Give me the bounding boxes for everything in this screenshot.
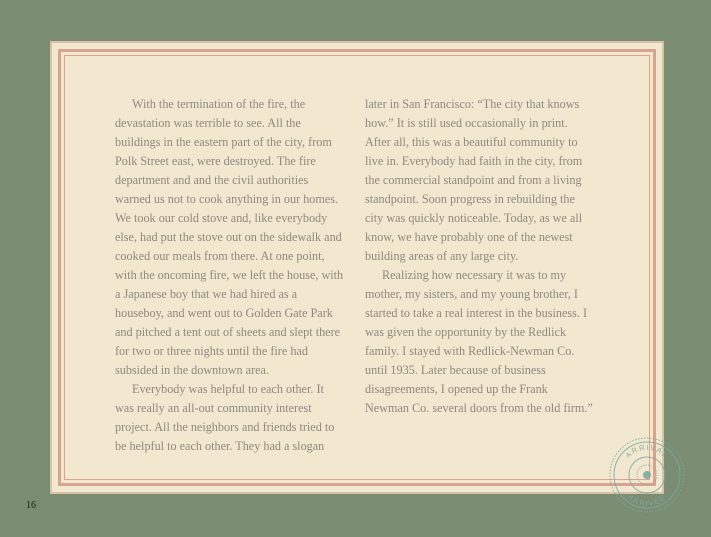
text-line: be helpful to each other. They had a slogan xyxy=(115,439,325,453)
text-line: Everybody was helpful to each other. It xyxy=(132,382,324,396)
text-line: With the termination of the fire, the xyxy=(132,97,306,111)
text-line: building areas of any large city. xyxy=(365,249,519,263)
text-line: city was quickly noticeable. Today, as we all xyxy=(365,211,583,225)
text-line: Newman Co. several doors from the old firm.” xyxy=(365,401,593,415)
text-line: for two or three nights until the fire had xyxy=(115,344,308,358)
text-line: mother, my sisters, and my young brother, I xyxy=(365,287,578,301)
book-page xyxy=(50,41,671,509)
svg-text:ARRIVEE xyxy=(626,492,668,508)
left-text-column xyxy=(115,95,355,456)
text-line: buildings in the eastern part of the city, from xyxy=(115,135,332,149)
page-number: 16 xyxy=(26,500,36,511)
stamp-center-icon xyxy=(643,471,651,479)
text-line: Polk Street east, were destroyed. The fire xyxy=(115,154,316,168)
text-line: with the oncoming fire, we left the house, with xyxy=(115,268,344,282)
text-line: Realizing how necessary it was to my xyxy=(382,268,567,282)
text-line: live in. Everybody had faith in the city, from xyxy=(365,154,583,168)
text-line: was given the opportunity by the Redlick xyxy=(365,325,567,339)
text-line: was really an all-out community interest xyxy=(115,401,312,415)
text-line: started to take a real interest in the business. I xyxy=(365,306,588,320)
text-line: disagreements, I opened up the Frank xyxy=(365,382,548,396)
text-line: project. All the neighbors and friends tried to xyxy=(115,420,335,434)
text-line: until 1935. Later because of business xyxy=(365,363,546,377)
text-line: houseboy, and went out to Golden Gate Park xyxy=(115,306,333,320)
text-line: else, had put the stove out on the sidewalk and xyxy=(115,230,342,244)
text-line: We took our cold stove and, like everybody xyxy=(115,211,328,225)
text-line: know, we have probably one of the newest xyxy=(365,230,573,244)
text-line: a Japanese boy that we had hired as a xyxy=(115,287,298,301)
text-line: and pitched a tent out of sheets and slept there xyxy=(115,325,341,339)
text-line: warned us not to cook anything in our homes. xyxy=(115,192,339,206)
right-text-column xyxy=(365,95,605,418)
stamp-top-text: ARRIVAL xyxy=(623,442,671,460)
text-line: department and and the civil authorities xyxy=(115,173,309,187)
text-line: devastation was terrible to see. All the xyxy=(115,116,301,130)
arrival-stamp xyxy=(608,436,686,514)
text-line: cooked our meals from there. At one point, xyxy=(115,249,325,263)
text-line: standpoint. Soon progress in rebuilding the xyxy=(365,192,575,206)
text-line: subsided in the downtown area. xyxy=(115,363,270,377)
text-line: the commercial standpoint and from a living xyxy=(365,173,582,187)
text-line: later in San Francisco: “The city that knows xyxy=(365,97,580,111)
text-line: After all, this was a beautiful community to xyxy=(365,135,578,149)
text-line: how.” It is still used occasionally in print. xyxy=(365,116,568,130)
text-line: family. I stayed with Redlick-Newman Co. xyxy=(365,344,575,358)
stamp-bottom-text: ARRIVEE xyxy=(626,492,668,509)
